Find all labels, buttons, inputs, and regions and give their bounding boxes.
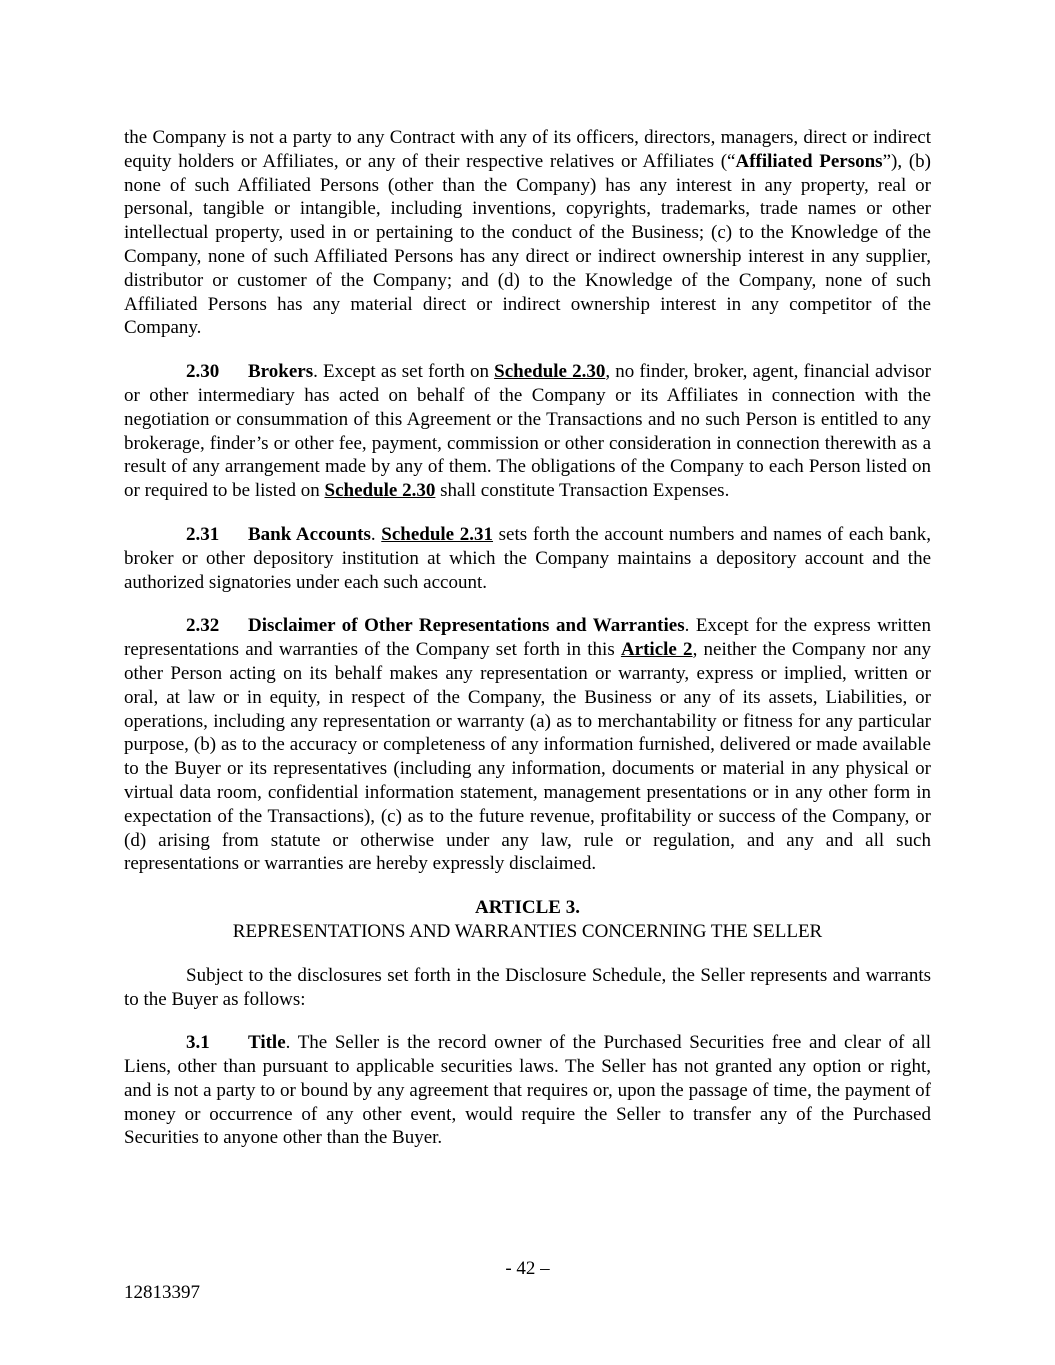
section-3-1: 3.1 Title. The Seller is the record owner of the Purchased Securities free and clear of all Liens, other than pursuant to applicable securities laws. The Seller has not granted any option or right, and is not a party to or bound by any agreement that requires or, upon the passage of time, the payment of money or occurrence of any other event, would require the Seller to transfer any of the Purchased Securities to anyone other than the Buyer.: [124, 1032, 931, 1149]
section-number: 2.32: [186, 615, 220, 637]
article-reference: Article 2: [620, 639, 693, 661]
section-2-32: 2.32 Disclaimer of Other Representations and Warranties. Except for the express written representations and warranties of the Company set forth in this Article 2, neither the Company nor any other Person acting on its behalf makes any representation or warranty, express or implied, written or oral, at law or in equity, in respect of the Company, the Business or any of its assets, Liabilities, or operations, including any representation or warranty (a) as to merchantability or fitness for any particular purpose, (b) as to the accuracy or completeness of any information furnished, delivered or made available to the Buyer or its representatives (including any information, documents or material in any physical or virtual data room, confidential information statement, management presentations or in any other form in expectation of the Transactions), (c) as to the future revenue, profitability or success of the Company, or (d) arising from statute or otherwise under any law, rule or regulation, and any and all such representations or warranties are hereby expressly disclaimed.: [124, 615, 932, 875]
section-number: 3.1: [186, 1032, 210, 1054]
article-3-heading: [124, 896, 931, 944]
schedule-reference: Schedule 2.30: [324, 480, 436, 502]
section-title: Brokers: [248, 361, 314, 383]
article-label: ARTICLE 3.: [475, 897, 580, 919]
schedule-reference: Schedule 2.31: [381, 523, 494, 545]
continuation-paragraph: the Company is not a party to any Contract with any of its officers, directors, managers, direct or indirect equity holders or Affiliates, or any of their respective relatives or Affiliates (“Affiliated Persons”), (b) none of such Affiliated Persons (other than the Company) has any interest in any property, real or personal, tangible or intangible, including inventions, copyrights, trademarks, trade names or other intellectual property, used in or pertaining to the conduct of the Business; (c) to the Knowledge of the Company, none of such Affiliated Persons has any direct or indirect ownership interest in any supplier, distributor or customer of the Company; and (d) to the Knowledge of the Company, none of such Affiliated Persons has any material direct or indirect ownership interest in any competitor of the Company.: [124, 127, 931, 339]
schedule-reference: Schedule 2.30: [494, 361, 606, 383]
section-2-30: 2.30 Brokers. Except as set forth on Schedule 2.30, no finder, broker, agent, financial advisor or other intermediary has acted on behalf of the Company or its Affiliates in connection with the negotiation or consummation of this Agreement or the Transactions and no such Person is entitled to any brokerage, finder’s or other fee, payment, commission or other consideration in connection therewith as a result of any arrangement made by any of them. The obligations of the Company to each Person listed on or required to be listed on Schedule 2.30 shall constitute Transaction Expenses.: [124, 361, 931, 502]
section-title: Title: [248, 1032, 286, 1054]
section-number: 2.30: [186, 361, 220, 383]
section-title: Bank Accounts: [248, 523, 371, 545]
document-body: [124, 126, 931, 1150]
section-number: 2.31: [186, 523, 220, 545]
article-3-intro: Subject to the disclosures set forth in the Disclosure Schedule, the Seller represents and warrants to the Buyer as follows:: [124, 964, 931, 1010]
defined-term: Affiliated Persons: [735, 150, 883, 172]
section-2-31: 2.31 Bank Accounts. Schedule 2.31 sets forth the account numbers and names of each bank, broker or other depository institution at which the Company maintains a depository account and the authorized signatories under each such account.: [124, 523, 931, 593]
section-title: Disclaimer of Other Representations and Warranties: [248, 615, 685, 637]
page-number: - 42 –: [505, 1258, 550, 1279]
document-id: 12813397: [124, 1282, 200, 1303]
article-title: REPRESENTATIONS AND WARRANTIES CONCERNING THE SELLER: [232, 920, 823, 942]
